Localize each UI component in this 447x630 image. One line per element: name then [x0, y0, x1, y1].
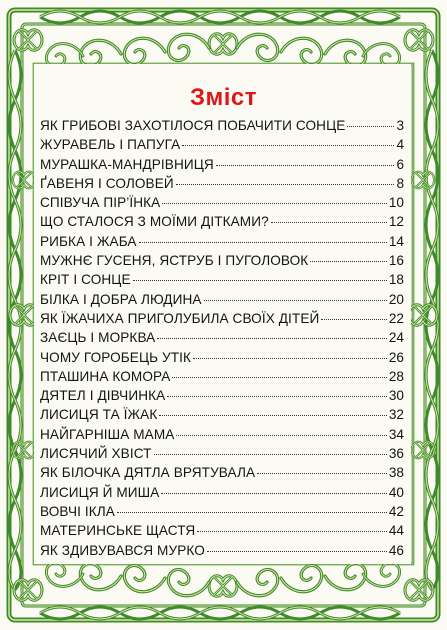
dot-leader: [204, 300, 387, 301]
dot-leader: [172, 377, 386, 378]
toc-entry-page: 24: [388, 330, 404, 346]
toc-entry-title: ЛИСИЦЯ Й МИША: [40, 484, 160, 500]
page-title: Зміст: [189, 84, 258, 111]
dot-leader: [271, 222, 387, 223]
toc-entry[interactable]: [40, 386, 404, 405]
dot-leader: [321, 319, 386, 320]
toc-entry-title: ЧОМУ ГОРОБЕЦЬ УТІК: [40, 349, 192, 365]
toc-entry[interactable]: [40, 290, 404, 309]
toc-entry-title: ДЯТЕЛ І ДІВЧИНКА: [40, 388, 166, 404]
toc-entry-page: 10: [388, 195, 404, 211]
toc-entry-page: 3: [396, 118, 404, 133]
toc-entry[interactable]: [40, 309, 404, 328]
toc-entry-page: 26: [388, 349, 404, 365]
toc-entry[interactable]: [40, 212, 404, 231]
dot-leader: [133, 280, 387, 281]
dot-leader: [176, 435, 386, 436]
toc-entry[interactable]: [40, 328, 404, 347]
dot-leader: [154, 454, 387, 455]
toc-entry-page: 34: [388, 426, 404, 442]
toc-entry[interactable]: [40, 444, 404, 463]
toc-entry[interactable]: [40, 232, 404, 251]
toc-entry[interactable]: [40, 463, 404, 482]
toc-entry-title: ЯК ЇЖАЧИХА ПРИГОЛУБИЛА СВОЇХ ДІТЕЙ: [40, 310, 320, 326]
toc-entry[interactable]: [40, 251, 404, 270]
dot-leader: [193, 358, 387, 359]
dot-leader: [176, 184, 395, 185]
toc-entry-page: 22: [388, 310, 404, 326]
toc-entry-page: 40: [388, 484, 404, 500]
toc-entry-page: 30: [388, 388, 404, 404]
dot-leader: [257, 473, 387, 474]
table-of-contents: [40, 116, 404, 560]
toc-entry-title: БІЛКА І ДОБРА ЛЮДИНА: [40, 291, 202, 307]
toc-entry-title: ЛИСИЦЯ ТА ЇЖАК: [40, 407, 158, 423]
toc-entry-page: 28: [388, 368, 404, 384]
toc-entry-title: ЛИСЯЧИЙ ХВІСТ: [40, 446, 152, 462]
toc-entry[interactable]: [40, 116, 404, 135]
toc-entry-title: ЗАЄЦЬ І МОРКВА: [40, 330, 156, 346]
toc-entry-page: 32: [388, 407, 404, 423]
toc-entry-title: НАЙГАРНІША МАМА: [40, 426, 175, 442]
toc-entry-page: 14: [388, 233, 404, 249]
toc-entry-title: ВОВЧІ ІКЛА: [40, 503, 115, 519]
toc-entry-page: 42: [388, 503, 404, 519]
toc-entry[interactable]: [40, 502, 404, 521]
toc-entry[interactable]: [40, 541, 404, 560]
toc-entry-page: 16: [388, 253, 404, 269]
toc-entry-title: ЩО СТАЛОСЯ З МОЇМИ ДІТКАМИ?: [40, 214, 269, 230]
dot-leader: [159, 415, 387, 416]
toc-entry[interactable]: [40, 425, 404, 444]
toc-entry-page: 20: [388, 291, 404, 307]
toc-entry-page: 44: [388, 523, 404, 539]
toc-entry-title: ҐАВЕНЯ І СОЛОВЕЙ: [40, 175, 174, 191]
dot-leader: [139, 242, 387, 243]
toc-entry[interactable]: [40, 405, 404, 424]
toc-entry[interactable]: [40, 193, 404, 212]
toc-entry-title: ПТАШИНА КОМОРА: [40, 368, 171, 384]
dot-leader: [157, 338, 387, 339]
toc-entry[interactable]: [40, 174, 404, 193]
toc-entry-page: 18: [388, 272, 404, 288]
toc-entry-title: СПІВУЧА ПІР’ЇНКА: [40, 195, 161, 211]
dot-leader: [167, 396, 387, 397]
toc-entry[interactable]: [40, 135, 404, 154]
toc-entry[interactable]: [40, 270, 404, 289]
toc-entry-title: КРІТ І СОНЦЕ: [40, 272, 131, 288]
toc-entry-page: 8: [396, 175, 404, 191]
dot-leader: [182, 145, 394, 146]
toc-entry-title: ЯК БІЛОЧКА ДЯТЛА ВРЯТУВАЛА: [40, 465, 256, 481]
toc-entry[interactable]: [40, 367, 404, 386]
toc-entry[interactable]: [40, 483, 404, 502]
toc-entry-page: 6: [396, 156, 404, 172]
toc-entry-title: ЯК ГРИБОВІ ЗАХОТІЛОСЯ ПОБАЧИТИ СОНЦЕ: [40, 118, 346, 133]
dot-leader: [117, 512, 387, 513]
dot-leader: [197, 531, 387, 532]
toc-entry[interactable]: [40, 521, 404, 540]
toc-entry-title: МУЖНЄ ГУСЕНЯ, ЯСТРУБ І ПУГОЛОВОК: [40, 253, 309, 269]
toc-entry[interactable]: [40, 348, 404, 367]
dot-leader: [310, 261, 387, 262]
dot-leader: [162, 203, 387, 204]
toc-entry[interactable]: [40, 155, 404, 174]
toc-entry-page: 38: [388, 465, 404, 481]
toc-entry-title: ЖУРАВЕЛЬ І ПАПУГА: [40, 137, 181, 153]
dot-leader: [161, 493, 386, 494]
toc-entry-page: 4: [396, 137, 404, 153]
toc-entry-page: 36: [388, 446, 404, 462]
toc-entry-title: МУРАШКА-МАНДРІВНИЦЯ: [40, 156, 214, 172]
dot-leader: [216, 165, 395, 166]
toc-entry-title: ЯК ЗДИВУВАВСЯ МУРКО: [40, 542, 205, 558]
toc-entry-page: 12: [388, 214, 404, 230]
dot-leader: [347, 126, 394, 127]
toc-entry-title: РИБКА І ЖАБА: [40, 233, 137, 249]
dot-leader: [207, 551, 387, 552]
toc-entry-page: 46: [388, 542, 404, 558]
toc-entry-title: МАТЕРИНСЬКЕ ЩАСТЯ: [40, 523, 196, 539]
